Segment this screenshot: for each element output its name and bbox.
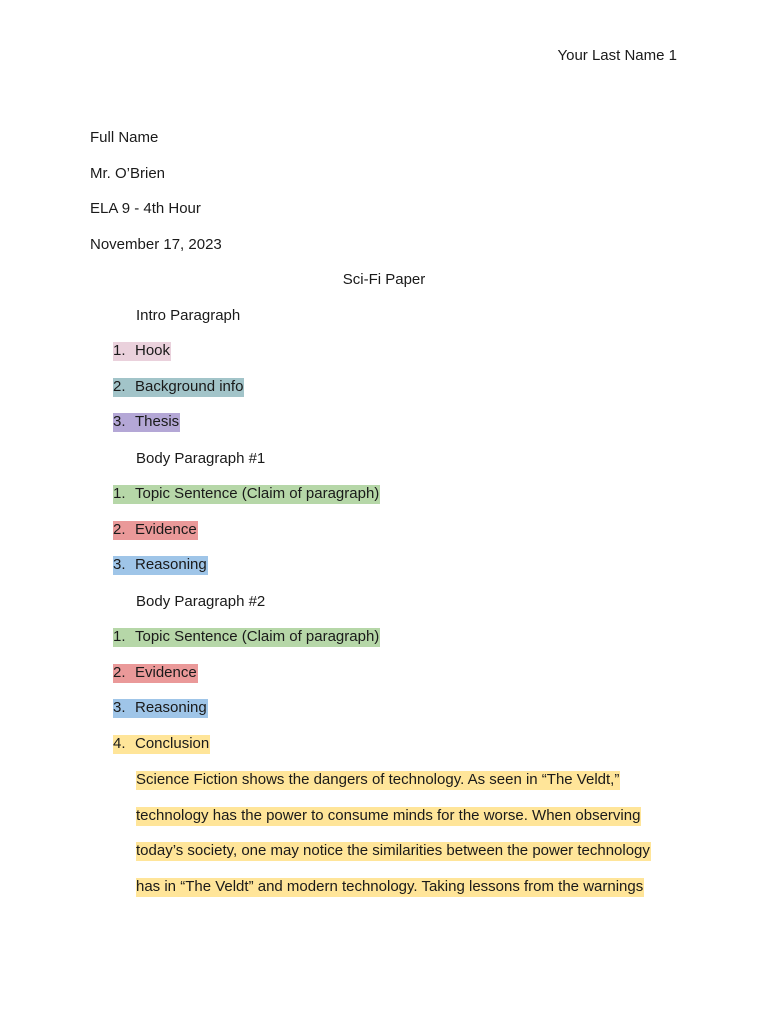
outline-item (113, 485, 380, 504)
item-number: 1. (113, 628, 126, 645)
item-text: Background info (135, 378, 244, 395)
item-number: 3. (113, 413, 126, 430)
item-text: Conclusion (135, 735, 210, 752)
item-text: Reasoning (135, 556, 207, 573)
item-text: Evidence (135, 664, 197, 681)
conclusion-line: technology has the power to consume minds for the worse. When observing (136, 807, 641, 824)
item-number: 1. (113, 485, 126, 502)
item-text: Hook (135, 342, 171, 359)
outline-item (113, 413, 180, 432)
outline-item (113, 521, 198, 540)
item-number: 2. (113, 378, 126, 395)
teacher-name: Mr. O’Brien (90, 165, 166, 182)
item-text: Reasoning (135, 699, 207, 716)
student-name: Full Name (90, 129, 159, 146)
class-period: ELA 9 - 4th Hour (90, 200, 201, 217)
conclusion-line: has in “The Veldt” and modern technology. Taking lessons from the warnings (136, 878, 644, 895)
body-paragraph-1-label: Body Paragraph #1 (136, 450, 266, 467)
outline-item (113, 556, 208, 575)
outline-item (113, 664, 198, 683)
item-number: 2. (113, 664, 126, 681)
item-number: 1. (113, 342, 126, 359)
intro-paragraph-label: Intro Paragraph (136, 307, 241, 324)
item-number: 2. (113, 521, 126, 538)
item-number: 3. (113, 699, 126, 716)
conclusion-line: today’s society, one may notice the similarities between the power technology (136, 842, 650, 859)
conclusion-line: Science Fiction shows the dangers of technology. As seen in “The Veldt,” (136, 771, 620, 788)
outline-item (113, 342, 171, 361)
paper-title: Sci-Fi Paper (342, 271, 426, 288)
running-head: Your Last Name 1 (557, 47, 677, 64)
item-text: Topic Sentence (Claim of paragraph) (135, 628, 380, 645)
item-number: 3. (113, 556, 126, 573)
outline-item (113, 699, 208, 718)
outline-item (113, 735, 210, 754)
paper-date: November 17, 2023 (90, 236, 222, 253)
item-number: 4. (113, 735, 126, 752)
item-text: Evidence (135, 521, 197, 538)
outline-item (113, 628, 380, 647)
outline-item (113, 378, 244, 397)
item-text: Thesis (135, 413, 180, 430)
item-text: Topic Sentence (Claim of paragraph) (135, 485, 380, 502)
body-paragraph-2-label: Body Paragraph #2 (136, 593, 266, 610)
